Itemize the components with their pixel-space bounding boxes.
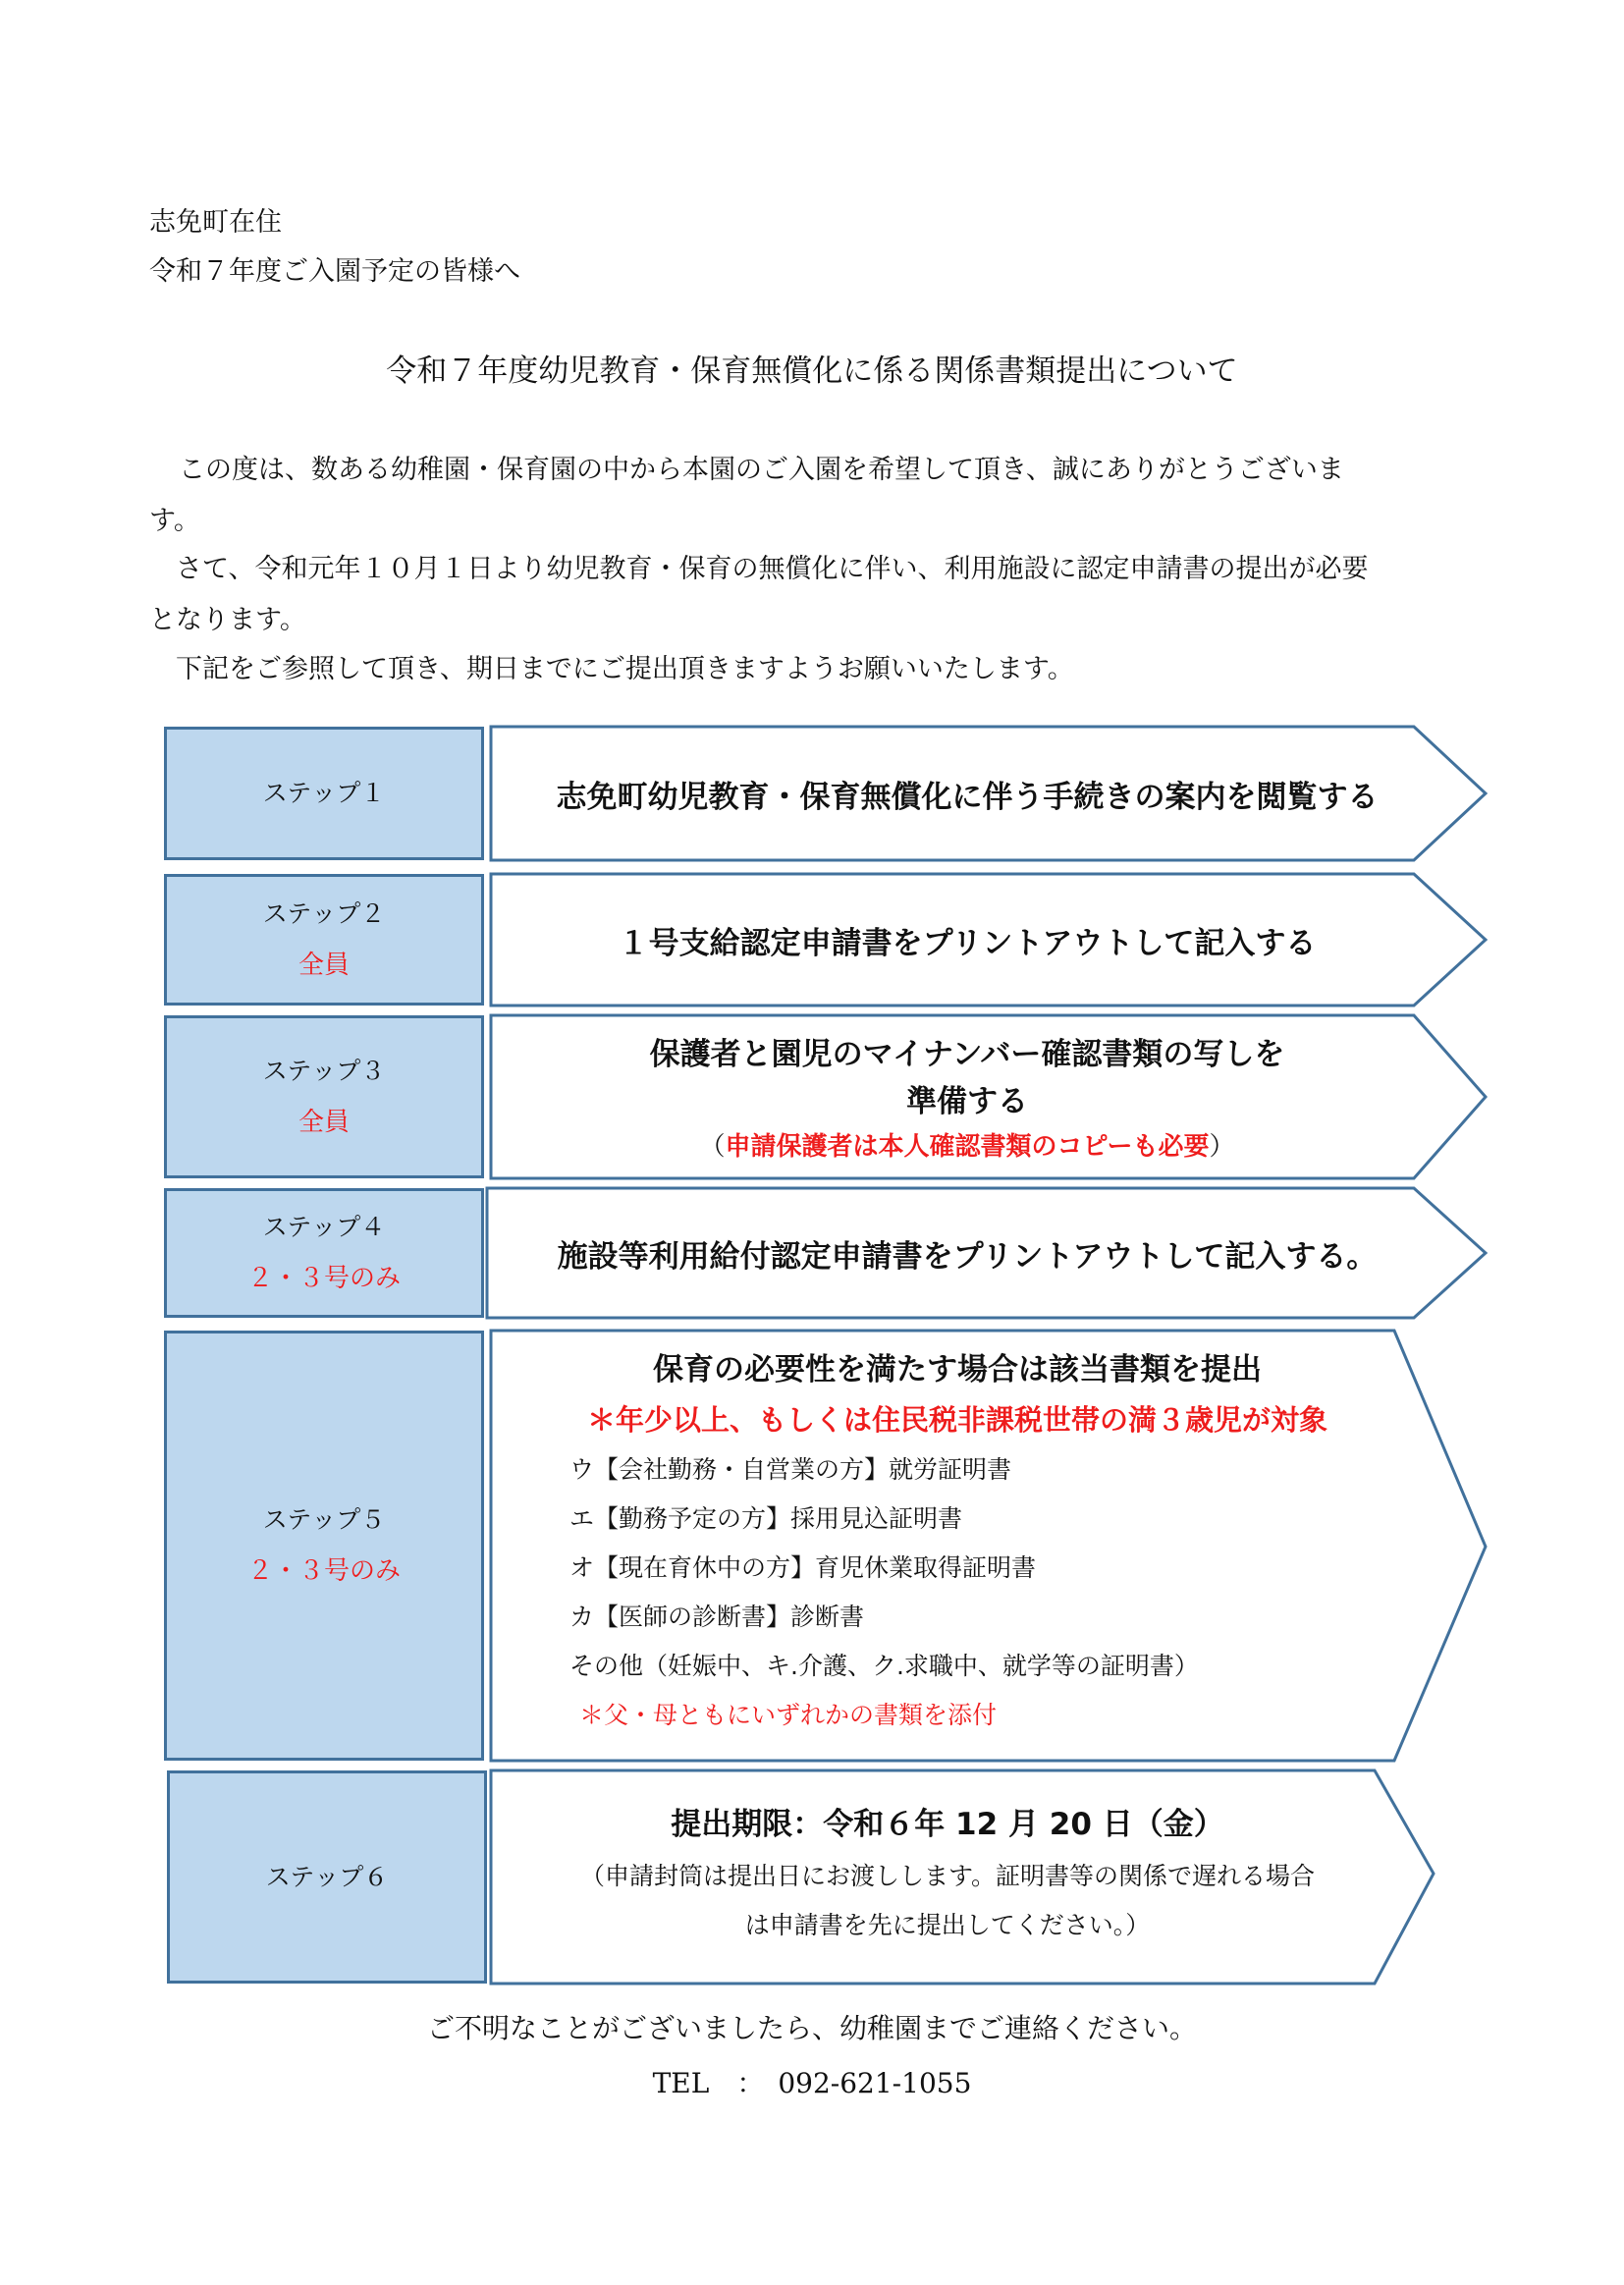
step-1-text: 志免町幼児教育・保育無償化に伴う手続きの案内を閲覧する: [556, 779, 1379, 815]
step-2-content: [496, 874, 1438, 1006]
step-5-content: [496, 1345, 1419, 1740]
step-3-paren-close: ）: [1209, 1132, 1235, 1162]
step-6-line-2: （申請封筒は提出日にお渡しします。証明書等の関係で遅れる場合: [579, 1862, 1315, 1890]
step-1-content: [496, 727, 1438, 860]
step-2-note: 全員: [298, 951, 350, 980]
addressee-line-1: 志免町在住: [149, 207, 282, 238]
step-3-label-box: [164, 1015, 484, 1178]
document-title: 令和７年度幼児教育・保育無償化に係る関係書類提出について: [386, 354, 1238, 389]
step-5-footnote: ＊父・母ともにいずれかの書類を添付: [579, 1701, 998, 1729]
step-3-note-line: [496, 1125, 1438, 1169]
step-3-note: 全員: [298, 1108, 350, 1137]
step-6-deadline: 提出期限：令和６年 12 月 20 日（金）: [671, 1807, 1224, 1842]
intro-line-5: 下記をご参照して頂き、期日までにご提出頂きますようお願いいたします。: [176, 654, 1074, 684]
step-5-subheading: ＊年少以上、もしくは住民税非課税世帯の満３歳児が対象: [586, 1403, 1327, 1437]
step-3-text-line-2: 準備する: [906, 1084, 1028, 1119]
list-item: ウ【会社勤務・自営業の方】就労証明書: [569, 1455, 1012, 1484]
step-3-text-line-1: 保護者と園児のマイナンバー確認書類の写しを: [649, 1037, 1285, 1072]
list-item: エ【勤務予定の方】採用見込証明書: [569, 1504, 963, 1533]
step-1-label-box: [164, 727, 484, 860]
step-6-line-3: は申請書を先に提出してください。）: [744, 1911, 1151, 1939]
step-4-text: 施設等利用給付認定申請書をプリントアウトして記入する。: [557, 1238, 1378, 1275]
step-4-content: [496, 1188, 1438, 1318]
step-4-label: ステップ４: [262, 1213, 386, 1241]
step-5-note: ２・３号のみ: [246, 1556, 401, 1586]
list-item: その他（妊娠中、キ.介護、ク.求職中、就学等の証明書）: [569, 1652, 1199, 1680]
step-3-red-note: 申請保護者は本人確認書類のコピーも必要: [725, 1132, 1210, 1162]
step-5-label: ステップ５: [262, 1505, 386, 1534]
intro-line-2: す。: [149, 506, 200, 536]
step-3-label: ステップ３: [262, 1057, 386, 1085]
step-6-label: ステップ６: [265, 1862, 389, 1891]
step-2-label-box: [164, 874, 484, 1006]
step-6-content: [496, 1797, 1399, 1950]
telephone: TEL ： 092-621-1055: [652, 2067, 972, 2099]
step-2-label: ステップ２: [262, 899, 386, 928]
list-item: カ【医師の診断書】診断書: [569, 1603, 865, 1631]
addressee-line-2: 令和７年度ご入園予定の皆様へ: [149, 256, 520, 287]
list-item: オ【現在育休中の方】育児休業取得証明書: [569, 1553, 1037, 1582]
step-5-requirements-list: [496, 1445, 1419, 1740]
step-3-paren-open: （: [699, 1132, 726, 1162]
contact-line: ご不明なことがございましたら、幼稚園までご連絡ください。: [426, 2012, 1197, 2044]
step-3-content: [496, 1021, 1438, 1178]
step-2-text: １号支給認定申請書をプリントアウトして記入する: [618, 925, 1317, 961]
intro-line-1: この度は、数ある幼稚園・保育園の中から本園のご入園を希望して頂き、誠にありがとうございま: [179, 455, 1344, 485]
step-6-label-box: [167, 1770, 487, 1984]
step-4-note: ２・３号のみ: [246, 1264, 401, 1293]
intro-line-3: さて、令和元年１０月１日より幼児教育・保育の無償化に伴い、利用施設に認定申請書の提出が必要: [176, 554, 1369, 584]
step-4-label-box: [164, 1188, 484, 1318]
step-1-label: ステップ１: [262, 779, 386, 807]
step-5-heading: 保育の必要性を満たす場合は該当書類を提出: [653, 1352, 1262, 1387]
intro-line-4: となります。: [149, 605, 306, 635]
step-5-label-box: [164, 1331, 484, 1761]
